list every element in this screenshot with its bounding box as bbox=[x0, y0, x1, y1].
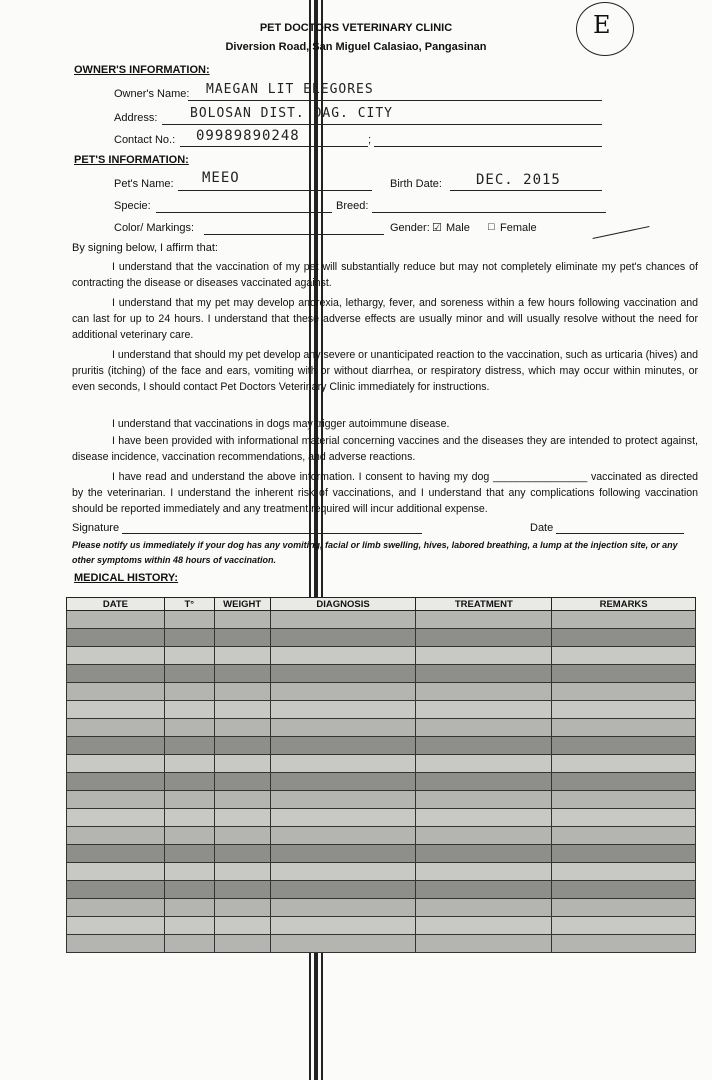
specie-line bbox=[156, 212, 332, 213]
table-row[interactable] bbox=[67, 791, 696, 809]
notice-text: Please notify us immediately if your dog has any vomiting, facial or limb swelling, hives, labored breathing, a lump at the injection site, or any other symptoms within 48 hours of vaccination. bbox=[72, 540, 678, 565]
circled-mark-letter: E bbox=[593, 11, 611, 39]
address-value[interactable]: BOLOSAN DIST. DAG. CITY bbox=[190, 106, 394, 121]
table-row[interactable] bbox=[67, 845, 696, 863]
table-row[interactable] bbox=[67, 809, 696, 827]
consent-paragraph-3-text: I understand that should my pet develop any severe or unanticipated reaction to the vaccination, such as urticaria (hives) and pruritis (itching) of the face and ears, vomiting with or without diarrhea, or respiratory distress, which may occur within minutes, or even seconds, I should contact Pet Doctors Veterinary Clinic immediately for instructions. bbox=[72, 349, 698, 393]
table-row[interactable] bbox=[67, 773, 696, 791]
medical-section-title: MEDICAL HISTORY: bbox=[74, 572, 179, 584]
column-header-remarks: REMARKS bbox=[552, 598, 696, 611]
male-option-label: Male bbox=[446, 222, 470, 234]
date-line bbox=[556, 533, 684, 534]
breed-line bbox=[372, 212, 606, 213]
breed-label: Breed: bbox=[336, 200, 369, 212]
table-row[interactable] bbox=[67, 701, 696, 719]
birth-date-value[interactable]: DEC. 2015 bbox=[476, 172, 561, 188]
birth-date-line bbox=[450, 190, 602, 191]
column-header-temperature: T° bbox=[164, 598, 214, 611]
contact-line bbox=[180, 146, 368, 147]
contact-value[interactable]: 09989890248 bbox=[196, 128, 300, 144]
column-header-diagnosis: DIAGNOSIS bbox=[270, 598, 416, 611]
table-row[interactable] bbox=[67, 863, 696, 881]
contact-separator: ; bbox=[368, 134, 372, 146]
male-checkbox[interactable]: ☑ bbox=[432, 222, 442, 234]
signature-line bbox=[122, 533, 422, 534]
gender-label: Gender: bbox=[390, 222, 430, 234]
table-row[interactable] bbox=[67, 683, 696, 701]
birth-date-label: Birth Date: bbox=[390, 178, 442, 190]
color-line bbox=[204, 234, 384, 235]
consent-paragraph-3 bbox=[72, 347, 698, 395]
table-row[interactable] bbox=[67, 629, 696, 647]
consent-intro: By signing below, I affirm that: bbox=[72, 242, 218, 254]
consent-paragraph-4 bbox=[72, 416, 698, 432]
consent-paragraph-4-text: I understand that vaccinations in dogs may trigger autoimmune disease. bbox=[112, 418, 450, 430]
consent-paragraph-2-text: I understand that my pet may develop anorexia, lethargy, fever, and soreness within a few hours following vaccination and can last for up to 24 hours. I understand that these adverse effects are usually minor and will usually resolve without the need for additional veterinary care. bbox=[72, 297, 698, 341]
medical-history-table bbox=[66, 597, 696, 953]
specie-label: Specie: bbox=[114, 200, 151, 212]
table-row[interactable] bbox=[67, 827, 696, 845]
pet-name-value[interactable]: MEEO bbox=[202, 170, 240, 186]
owner-name-value[interactable]: MAEGAN LIT ELEGORES bbox=[206, 82, 374, 97]
owner-section-title: OWNER'S INFORMATION: bbox=[74, 64, 210, 76]
pet-section-title: PET'S INFORMATION: bbox=[74, 154, 189, 166]
pet-name-label: Pet's Name: bbox=[114, 178, 174, 190]
signature-label: Signature bbox=[72, 522, 120, 534]
contact-line-2 bbox=[374, 146, 602, 147]
column-header-weight: WEIGHT bbox=[214, 598, 270, 611]
table-row[interactable] bbox=[67, 719, 696, 737]
address-line bbox=[162, 124, 602, 125]
table-row[interactable] bbox=[67, 935, 696, 953]
table-row[interactable] bbox=[67, 647, 696, 665]
female-checkbox[interactable]: □ bbox=[488, 221, 495, 233]
consent-paragraph-6-text: I have read and understand the above information. I consent to having my dog ________________ vaccinated as directed by the veterinarian. I understand the inherent risk of vaccinations, and I understand that any complications following vaccination should be reported immediately and any treatment required will incur additional expense. bbox=[72, 471, 698, 515]
table-row[interactable] bbox=[67, 737, 696, 755]
consent-paragraph-1 bbox=[72, 259, 698, 291]
column-header-date: DATE bbox=[67, 598, 165, 611]
table-row[interactable] bbox=[67, 755, 696, 773]
column-header-treatment: TREATMENT bbox=[416, 598, 552, 611]
consent-paragraph-6 bbox=[72, 469, 698, 517]
table-row[interactable] bbox=[67, 881, 696, 899]
pet-name-line bbox=[178, 190, 372, 191]
clinic-name: PET DOCTORS VETERINARY CLINIC bbox=[259, 22, 453, 34]
consent-paragraph-5 bbox=[72, 433, 698, 465]
owner-name-line bbox=[188, 100, 602, 101]
address-label: Address: bbox=[114, 112, 158, 124]
clinic-address: Diversion Road, San Miguel Calasiao, Pangasinan bbox=[225, 41, 487, 53]
date-label: Date bbox=[530, 522, 554, 534]
contact-label: Contact No.: bbox=[114, 134, 176, 146]
table-row[interactable] bbox=[67, 611, 696, 629]
table-header-row bbox=[67, 598, 696, 611]
consent-paragraph-2 bbox=[72, 295, 698, 343]
female-option-label: Female bbox=[500, 222, 537, 234]
table-row[interactable] bbox=[67, 665, 696, 683]
pen-stroke bbox=[593, 226, 650, 239]
color-label: Color/ Markings: bbox=[114, 222, 195, 234]
owner-name-label: Owner's Name: bbox=[114, 88, 190, 100]
table-row[interactable] bbox=[67, 917, 696, 935]
consent-paragraph-1-text: I understand that the vaccination of my pet will substantially reduce but may not completely eliminate my pet's chances of contracting the disease or diseases vaccinated against. bbox=[72, 261, 698, 289]
consent-paragraph-5-text: I have been provided with informational material concerning vaccines and the diseases they are intended to protect against, disease incidence, vaccination recommendations, and adverse reactions. bbox=[72, 435, 698, 463]
table-row[interactable] bbox=[67, 899, 696, 917]
